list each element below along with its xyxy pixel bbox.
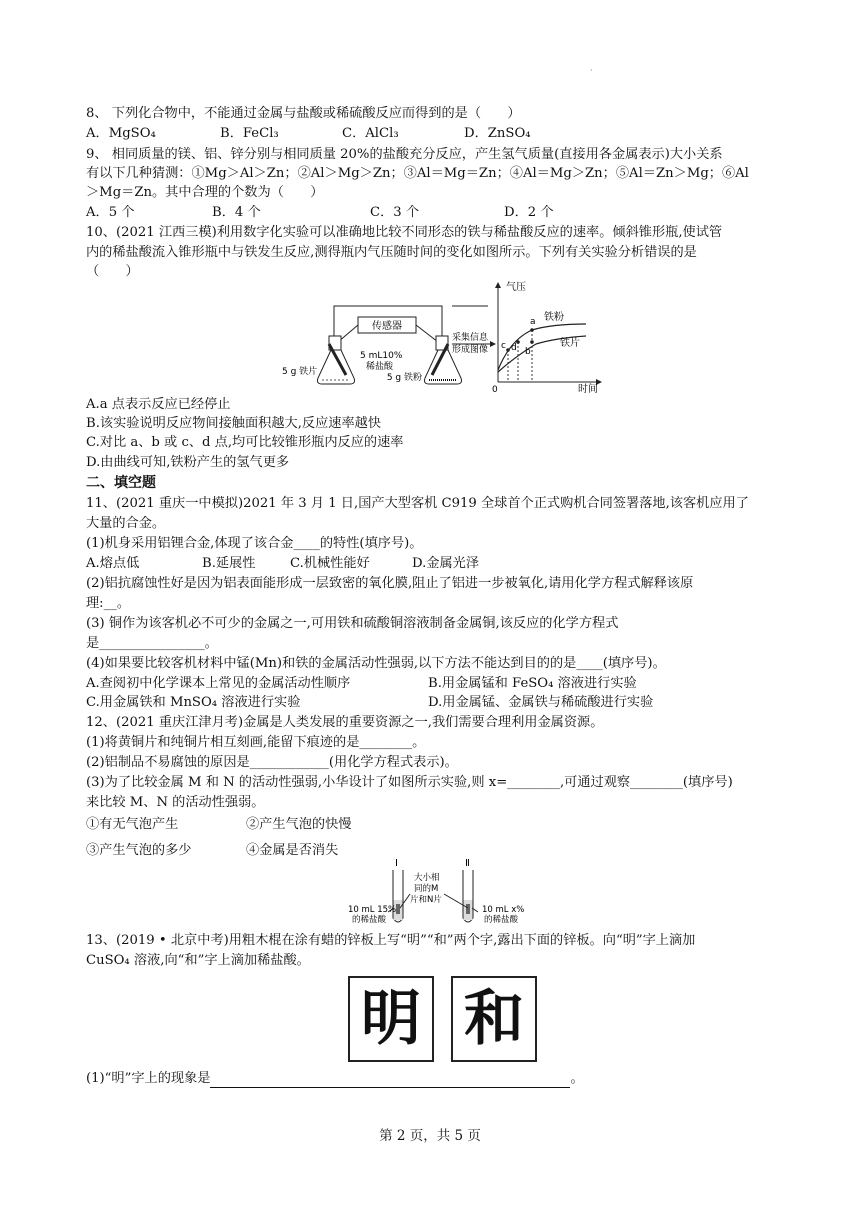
powder-curve-label: 铁粉 bbox=[544, 312, 564, 323]
q12-p3a: (3)为了比较金属 M 和 N 的活动性强弱,小华设计了如图所示实验,则 x=________,可通过观察________(填序号) bbox=[86, 775, 733, 790]
right-flask bbox=[425, 336, 462, 384]
q13-p1 bbox=[86, 1070, 584, 1088]
q12-figure bbox=[348, 856, 538, 928]
zinc-plate-he bbox=[451, 976, 537, 1062]
left-acid-label-2: 的稀盐酸 bbox=[352, 915, 387, 925]
right-acid-label-2: 的稀盐酸 bbox=[484, 915, 519, 925]
q11-line1: 11、(2021 重庆一中模拟)2021 年 3 月 1 日,国产大型客机 C919 全球首个正式购机合同签署落地,该客机应用了 bbox=[86, 496, 749, 511]
left-iron-label: 5 g 铁片 bbox=[282, 367, 318, 377]
right-iron-label: 5 g 铁粉 bbox=[386, 373, 422, 383]
q9-options bbox=[86, 204, 554, 222]
point-c-label: c bbox=[501, 341, 506, 351]
q12-choice-4: ④金属是否消失 bbox=[246, 843, 339, 858]
q9-line3: ＞Mg＝Zn。其中合理的个数为（ ） bbox=[86, 185, 324, 200]
q10-option-b: B.该实验说明反应物间接触面积越大,反应速率越快 bbox=[86, 416, 382, 431]
collect-label-2: 形成图像 bbox=[452, 345, 489, 355]
q12-line1: 12、(2021 重庆江津月考)金属是人类发展的重要资源之一,我们需要合理利用金属资源。 bbox=[86, 715, 604, 730]
q8-option-d: D．ZnSO₄ bbox=[464, 126, 531, 141]
acid-label-1: 5 mL10% bbox=[360, 351, 403, 361]
collect-label-1: 采集信息 bbox=[452, 333, 489, 343]
q9-line1: 9、 相同质量的镁、铝、锌分别与相同质量 20%的盐酸充分反应，产生氢气质量(直接用各金属表示)大小关系 bbox=[86, 147, 723, 162]
tube-2-label: Ⅱ bbox=[465, 858, 470, 869]
x-axis-label: 时间 bbox=[578, 384, 598, 395]
pressure-graph bbox=[492, 281, 602, 395]
q13-line1: 13、(2019 • 北京中考)用粗木棍在涂有蜡的锌板上写“明”“和”两个字,露出下面的锌板。向“明”字上滴加 bbox=[86, 933, 696, 948]
q8-option-c: C．AlCl₃ bbox=[342, 126, 399, 141]
point-a-label: a bbox=[530, 317, 536, 327]
q11-p4-option-b: B.用金属锰和 FeSO₄ 溶液进行实验 bbox=[428, 676, 637, 691]
q10-option-a: A.a 点表示反应已经停止 bbox=[86, 397, 231, 412]
sheet-curve-label: 铁片 bbox=[560, 338, 580, 349]
q10-line1: 10、(2021 江西三模)利用数字化实验可以准确地比较不同形态的铁与稀盐酸反应的速率。倾斜锥形瓶,使试管 bbox=[86, 225, 723, 240]
y-axis-label: 气压 bbox=[506, 282, 526, 293]
q11-p3b: 是________________。 bbox=[86, 636, 218, 651]
right-acid-label-1: 10 mL x% bbox=[482, 905, 525, 915]
q11-p4: (4)如果要比较客机材料中锰(Mn)和铁的金属活动性强弱,以下方法不能达到目的的是____(填序号)。 bbox=[86, 656, 666, 671]
q8-option-a: A．MgSO₄ bbox=[86, 126, 156, 141]
q8-options bbox=[86, 125, 531, 143]
q13-line2: CuSO₄ 溶液,向“和”字上滴加稀盐酸。 bbox=[86, 953, 310, 968]
q9-option-c: C．3 个 bbox=[370, 205, 420, 220]
page-footer: 第 2 页，共 5 页 bbox=[379, 1128, 481, 1144]
ming-character: 明 bbox=[361, 984, 421, 1054]
q10-option-d: D.由曲线可知,铁粉产生的氢气更多 bbox=[86, 455, 290, 470]
q11-p2b: 理:__。 bbox=[86, 596, 131, 611]
q13-p1-end: 。 bbox=[570, 1071, 584, 1086]
q10-line2: 内的稀盐酸流入锥形瓶中与铁发生反应,测得瓶内气压随时间的变化如图所示。下列有关实验分析错误的是 bbox=[86, 245, 697, 260]
q11-p1-option-d: D.金属光泽 bbox=[412, 556, 480, 571]
section-heading: 二、填空题 bbox=[86, 475, 156, 491]
he-character: 和 bbox=[464, 984, 524, 1054]
q11-line2: 大量的合金。 bbox=[86, 516, 166, 531]
q10-figure bbox=[276, 280, 606, 395]
q13-p1-answer-blank[interactable] bbox=[210, 1073, 570, 1088]
metal-label-1: 大小相 bbox=[414, 873, 440, 883]
q12-choice-1: ①有无气泡产生 bbox=[86, 817, 179, 832]
q11-p3a: (3) 铜作为该客机必不可少的金属之一,可用铁和硫酸铜溶液制备金属铜,该反应的化学方程式 bbox=[86, 616, 619, 631]
metal-label-3: 片和N片 bbox=[410, 895, 442, 905]
q10-option-c: C.对比 a、b 或 c、d 点,均可比较锥形瓶内反应的速率 bbox=[86, 435, 404, 450]
q13-p1-text: (1)“明”字上的现象是 bbox=[86, 1071, 211, 1086]
metal-label-2: 同的M bbox=[414, 884, 439, 894]
q8-stem: 8、 下列化合物中，不能通过金属与盐酸或稀硫酸反应而得到的是（ ） bbox=[86, 106, 521, 121]
q9-option-d: D．2 个 bbox=[504, 205, 554, 220]
acid-label-2: 稀盐酸 bbox=[366, 362, 394, 372]
q11-p2a: (2)铝抗腐蚀性好是因为铝表面能形成一层致密的氧化膜,阻止了铝进一步被氧化,请用化学方程式解释该原 bbox=[86, 576, 694, 591]
q11-p1: (1)机身采用铝锂合金,体现了该合金____的特性(填序号)。 bbox=[86, 536, 423, 551]
point-b-label: b bbox=[525, 347, 531, 357]
test-tube-2 bbox=[463, 870, 473, 922]
left-flask bbox=[318, 336, 355, 384]
q11-p1-option-c: C.机械性能好 bbox=[290, 556, 370, 571]
sensor-label: 传感器 bbox=[372, 321, 402, 332]
q11-p4-option-c: C.用金属铁和 MnSO₄ 溶液进行实验 bbox=[86, 695, 301, 710]
q11-p1-options bbox=[86, 555, 479, 573]
q12-choice-2: ②产生气泡的快慢 bbox=[246, 817, 352, 832]
q10-line3: （ ） bbox=[86, 264, 139, 279]
q12-p3b: 来比较 M、N 的活动性强弱。 bbox=[86, 795, 265, 810]
q9-line2: 有以下几种猜测：①Mg＞Al＞Zn；②Al＞Mg＞Zn；③Al＝Mg＝Zn；④Al＝Mg＞Zn；⑤Al＝Zn＞Mg；⑥Al bbox=[86, 166, 749, 181]
zinc-plate-ming bbox=[348, 976, 434, 1062]
q11-p4-option-d: D.用金属锰、金属铁与稀硫酸进行实验 bbox=[428, 695, 654, 710]
point-d-label: d bbox=[511, 343, 517, 353]
top-mark: · bbox=[590, 66, 593, 75]
q9-option-a: A．5 个 bbox=[86, 205, 135, 220]
q12-p2: (2)铝制品不易腐蚀的原因是____________(用化学方程式表示)。 bbox=[86, 755, 458, 770]
origin-label: 0 bbox=[492, 385, 498, 395]
q11-p4-option-a: A.查阅初中化学课本上常见的金属活动性顺序 bbox=[86, 676, 351, 691]
q9-option-b: B．4 个 bbox=[212, 205, 261, 220]
q11-p1-option-b: B.延展性 bbox=[202, 556, 256, 571]
q11-p1-option-a: A.熔点低 bbox=[86, 556, 140, 571]
left-acid-label-1: 10 mL 15% bbox=[348, 905, 397, 915]
q12-choice-3: ③产生气泡的多少 bbox=[86, 843, 192, 858]
q12-p1: (1)将黄铜片和纯铜片相互刻画,能留下痕迹的是________。 bbox=[86, 735, 426, 750]
tube-1-label: Ⅰ bbox=[395, 858, 398, 869]
q8-option-b: B．FeCl₃ bbox=[220, 126, 279, 141]
